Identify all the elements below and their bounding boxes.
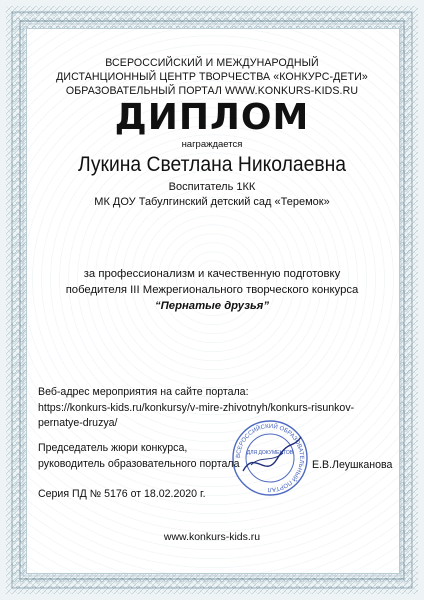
official-stamp — [231, 419, 309, 497]
jury-role-line-1: Председатель жюри конкурса, — [38, 442, 188, 454]
reason-line-1: за профессионализм и качественную подготовку — [83, 268, 341, 280]
recipient-name: Лукина Светлана Николаевна — [77, 153, 347, 176]
event-url-label: Веб-адрес мероприятия на сайте портала: — [38, 386, 249, 398]
jury-role-line-2: руководитель образовательного портала — [38, 458, 240, 470]
reason-line-2: победителя III Межрегионального творческого конкурса — [65, 284, 359, 296]
stamp-center-text: ДЛЯ ДОКУМЕНТОВ — [246, 450, 294, 456]
chairman-name: Е.В.Леушканова — [312, 459, 393, 471]
event-url-line-1[interactable]: https://konkurs-kids.ru/konkursy/v-mire-zhivotnyh/konkurs-risunkov- — [38, 402, 355, 414]
footer-site[interactable]: www.konkurs-kids.ru — [163, 531, 261, 543]
event-url-line-2[interactable]: pernatye-druzya/ — [38, 417, 118, 429]
contest-name: “Пернатые друзья” — [155, 300, 269, 312]
diploma-title: ДИПЛОМ — [114, 97, 310, 138]
awarded-label: награждается — [181, 139, 243, 150]
header-line-3: ОБРАЗОВАТЕЛЬНЫЙ ПОРТАЛ WWW.KONKURS-KIDS.RU — [65, 85, 359, 97]
stamp-ring-text: ВСЕРОССИЙСКИЙ ОБРАЗОВАТЕЛЬНЫЙ ПОРТАЛ — [235, 423, 305, 493]
header-line-1: ВСЕРОССИЙСКИЙ И МЕЖДУНАРОДНЫЙ — [105, 57, 319, 69]
header-line-2: ДИСТАНЦИОННЫЙ ЦЕНТР ТВОРЧЕСТВА «КОНКУРС-ДЕТИ» — [56, 71, 368, 83]
recipient-position: Воспитатель 1КК — [168, 181, 256, 193]
series-number: Серия ПД № 5176 от 18.02.2020 г. — [38, 488, 206, 500]
recipient-organization: МК ДОУ Табулгинский детский сад «Теремок» — [94, 196, 330, 208]
